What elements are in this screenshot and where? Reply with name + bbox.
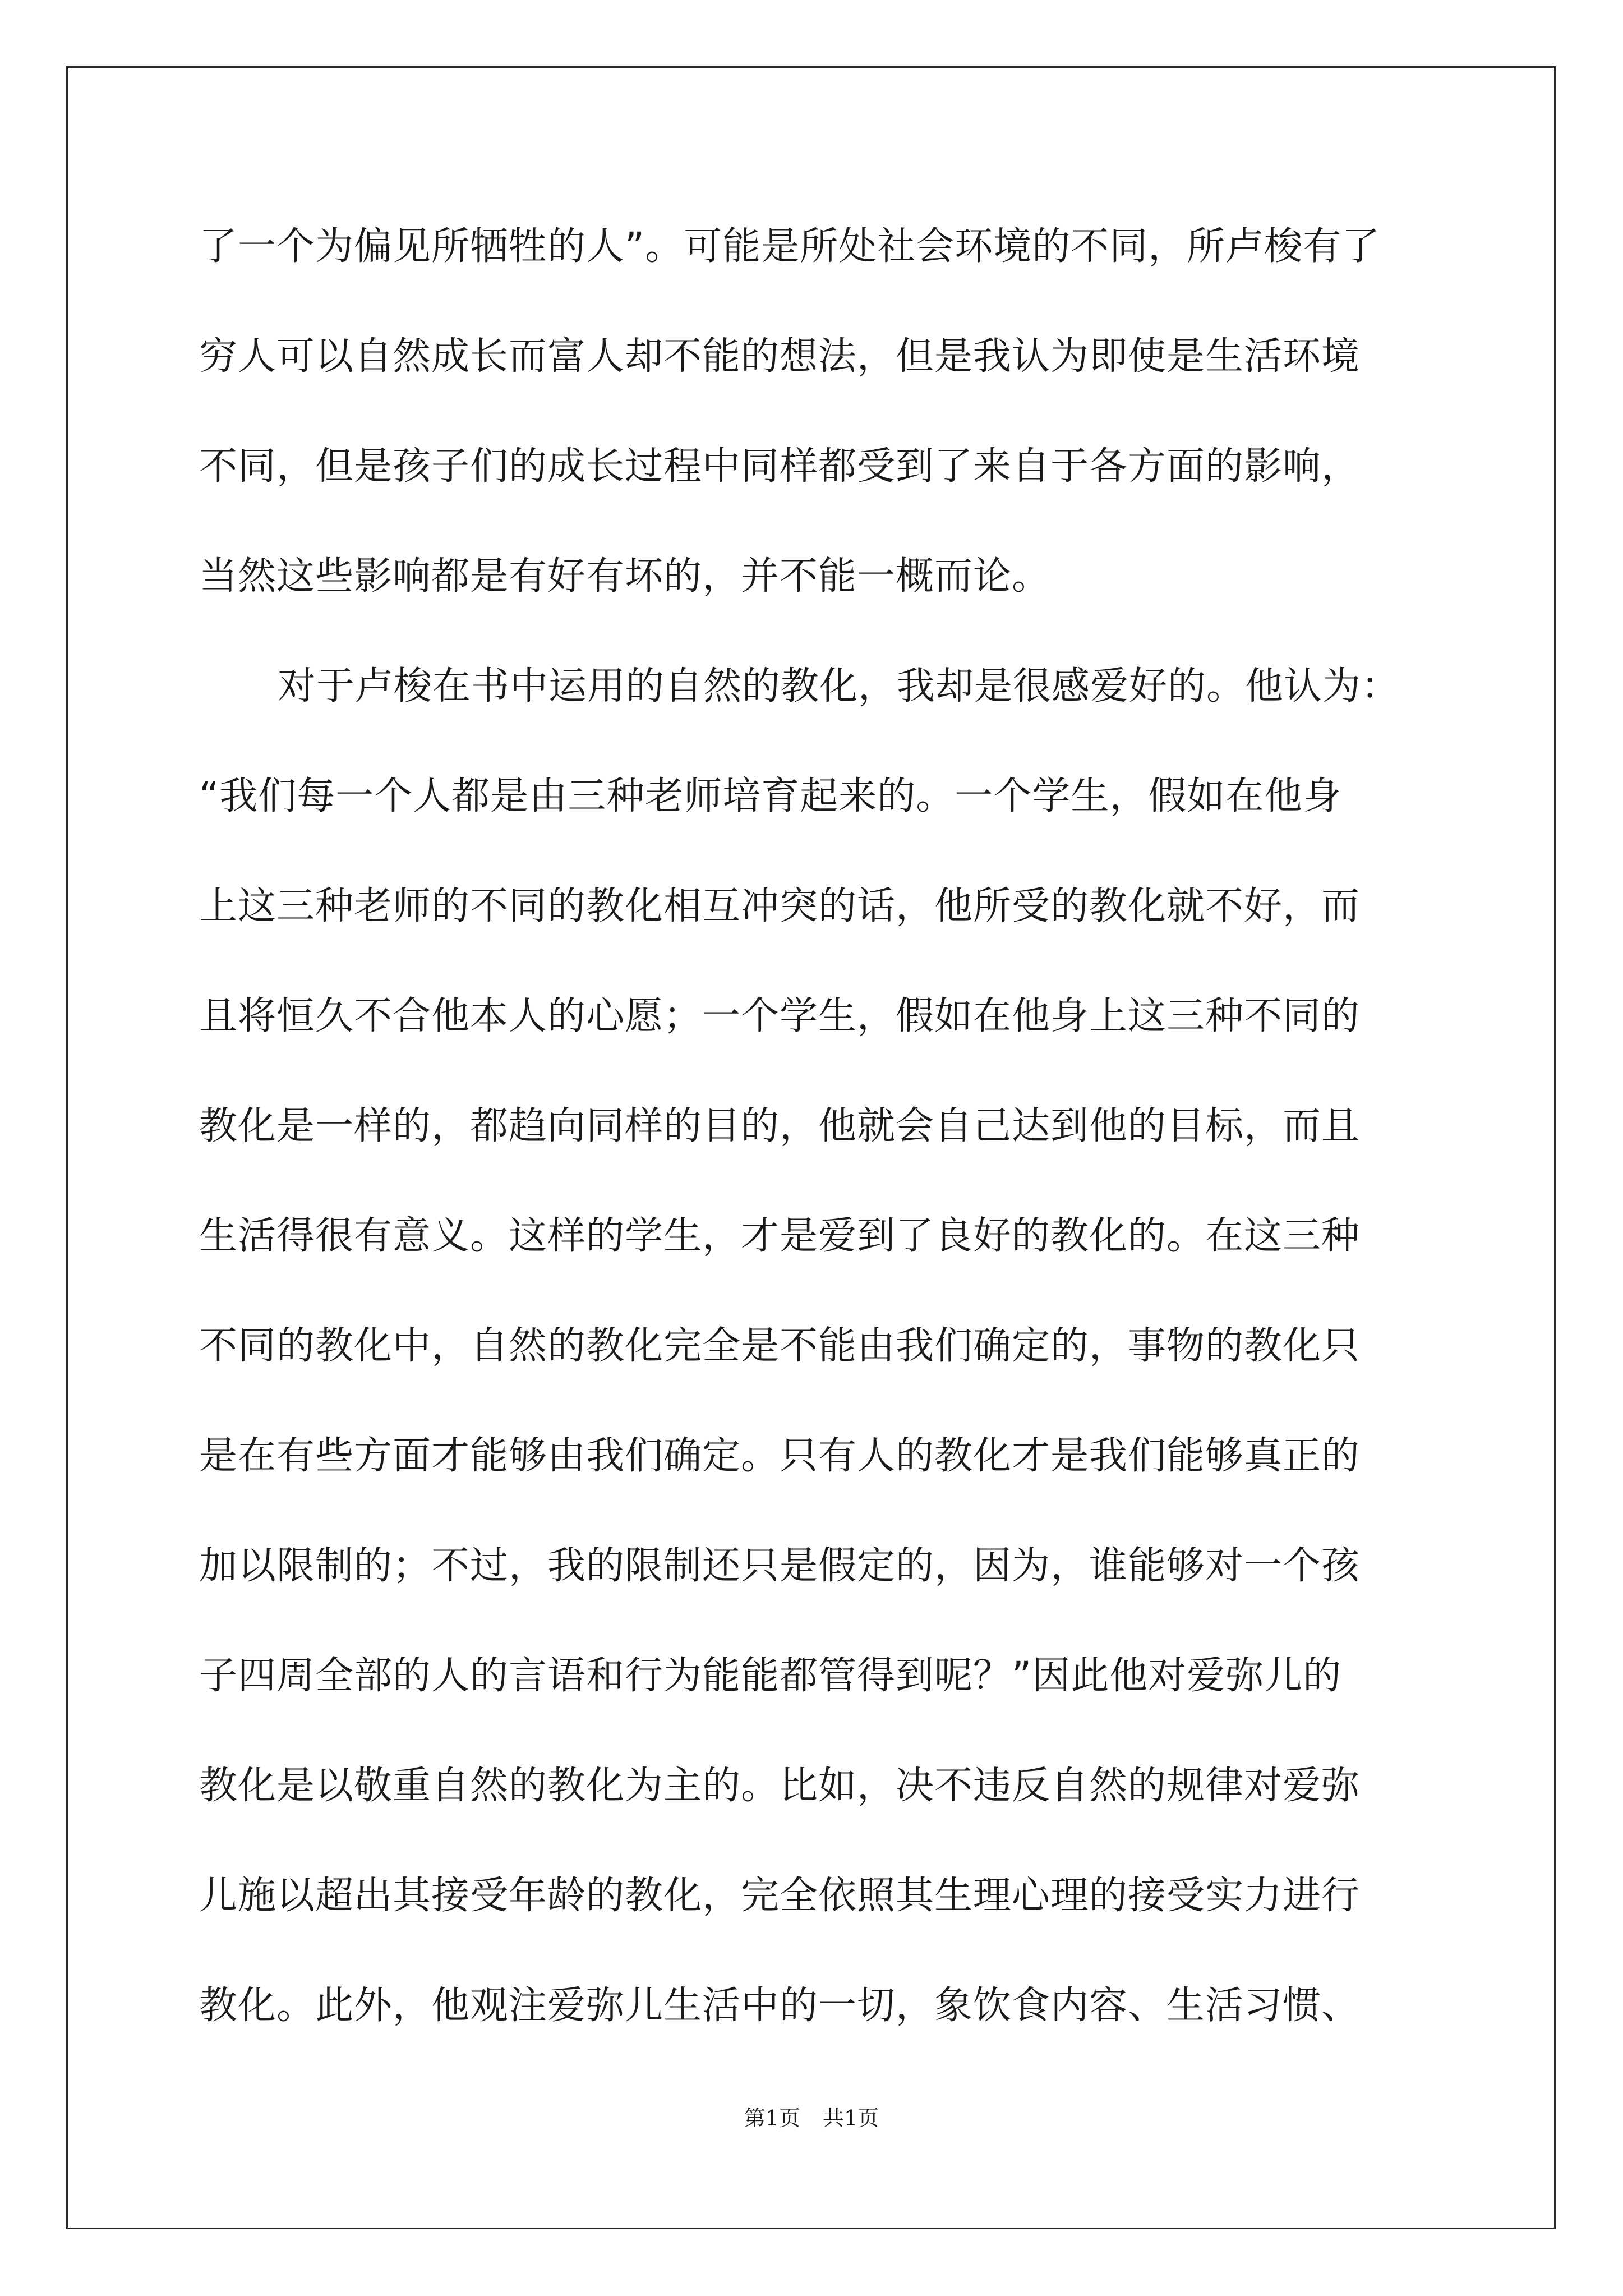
text-line: 是在有些方面才能够由我们确定。只有人的教化才是我们能够真正的 [199,1434,1361,1478]
paragraph-first-line: 对于卢梭在书中运用的自然的教化，我却是很感爱好的。他认为： [278,664,1400,708]
document-body [199,202,1427,2071]
text-line: 教化是以敬重自然的教化为主的。比如，决不违反自然的规律对爱弥 [199,1764,1361,1808]
text-line: 当然这些影响都是有好有坏的，并不能一概而论。 [199,554,1051,599]
text-line: 生活得很有意义。这样的学生，才是爱到了良好的教化的。在这三种 [199,1214,1361,1258]
text-line: 不同，但是孩子们的成长过程中同样都受到了来自于各方面的影响， [199,444,1361,489]
text-line: 教化是一样的，都趋向同样的目的，他就会自己达到他的目标，而且 [199,1104,1361,1148]
text-line: 穷人可以自然成长而富人却不能的想法，但是我认为即使是生活环境 [199,334,1361,379]
page-footer [0,2101,1623,2132]
text-line: 加以限制的；不过，我的限制还只是假定的，因为，谁能够对一个孩 [199,1544,1361,1588]
text-line: 儿施以超出其接受年龄的教化，完全依照其生理心理的接受实力进行 [199,1874,1361,1918]
text-line: 上这三种老师的不同的教化相互冲突的话，他所受的教化就不好，而 [199,884,1361,928]
text-line: 子四周全部的人的言语和行为能能都管得到呢？”因此他对爱弥儿的 [199,1654,1342,1698]
page-number-current: 第1页 [744,2106,800,2131]
text-line: “我们每一个人都是由三种老师培育起来的。一个学生，假如在他身 [199,774,1342,818]
text-line: 了一个为偏见所牺牲的人”。可能是所处社会环境的不同，所卢梭有了 [199,224,1381,269]
text-line: 且将恒久不合他本人的心愿；一个学生，假如在他身上这三种不同的 [199,994,1361,1038]
text-line: 教化。此外，他观注爱弥儿生活中的一切，象饮食内容、生活习惯、 [199,1984,1361,2028]
text-line: 不同的教化中，自然的教化完全是不能由我们确定的，事物的教化只 [199,1324,1361,1368]
page-number-total: 共1页 [823,2106,879,2131]
